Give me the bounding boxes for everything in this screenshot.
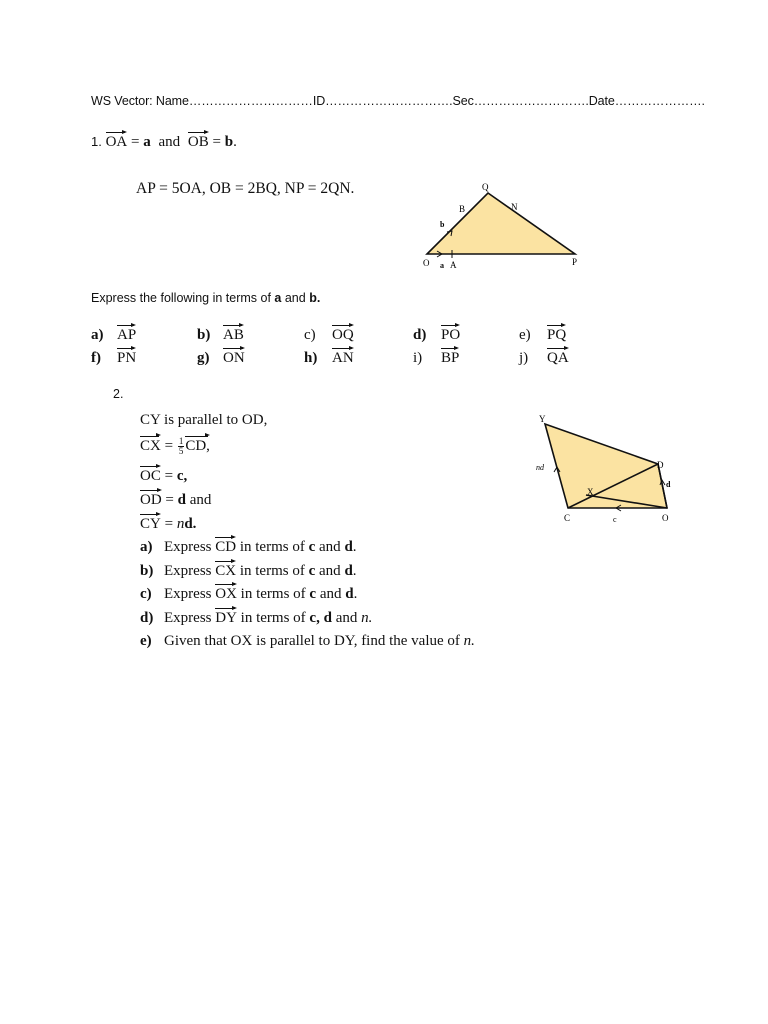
vector-pq: PQ — [547, 327, 567, 343]
vector-ob: OB — [187, 134, 209, 150]
q2-line-oc: OC = c, — [140, 468, 188, 484]
q1-part-b: b) AB — [197, 327, 244, 343]
q1-triangle-diagram — [415, 180, 585, 276]
label-b-small: b — [440, 220, 445, 229]
label-a-small: a — [440, 261, 444, 270]
instruction-a: a — [274, 291, 282, 305]
q2-part-d: d) Express DY in terms of c, d and n. — [140, 610, 373, 626]
q1-part-f: f) PN — [91, 350, 137, 366]
vector-cy: CY — [140, 516, 161, 532]
q2-part-a: a) Express CD in terms of c and d. — [140, 539, 357, 555]
label-X: X — [587, 487, 594, 497]
vector-cd: CD, — [185, 437, 210, 454]
q1-part-i: i) BP — [413, 350, 460, 366]
q1-part-d: d) PO — [413, 327, 461, 343]
and-word: and — [158, 134, 181, 150]
q1-part-j: j) QA — [519, 350, 569, 366]
q2-line-od: OD = d and — [140, 492, 212, 508]
q2-line-parallel: CY is parallel to OD, — [140, 412, 268, 428]
label-c-small: c — [613, 515, 617, 524]
vector-pn: PN — [117, 350, 137, 366]
vector-a-symbol: a — [143, 134, 151, 150]
label-Y: Y — [539, 414, 546, 424]
vector-cx-part-b: CX — [215, 563, 237, 579]
worksheet-header: WS Vector: Name…………………………ID………………………….Sec……………………….Date…………………. — [91, 94, 705, 108]
triangle-opq — [427, 193, 575, 254]
q1-part-g: g) ON — [197, 350, 245, 366]
q1-instruction — [91, 291, 320, 305]
label-A: A — [450, 260, 457, 270]
q1-parts-grid — [91, 327, 691, 377]
vector-an: AN — [332, 350, 354, 366]
instruction-b: b. — [309, 291, 321, 305]
label-o: O — [423, 258, 430, 268]
vector-ox-part-c: OX — [215, 586, 237, 602]
q2-part-e: e) Given that OX is parallel to DY, find the value of n. — [140, 633, 475, 649]
label-D: D — [657, 460, 664, 470]
label-N: N — [511, 202, 518, 212]
vector-od: OD — [140, 492, 162, 508]
vector-on: ON — [223, 350, 245, 366]
instruction-and: and — [281, 291, 310, 305]
label-nd: nd — [536, 463, 544, 472]
instruction-text: Express the following in terms of — [91, 291, 275, 305]
vector-b-symbol: b — [224, 134, 234, 150]
label-B: B — [459, 204, 466, 214]
q2-quadrilateral-diagram — [522, 410, 692, 530]
q1-part-a: a) AP — [91, 327, 137, 343]
q2-line-cy: CY = nd. — [140, 516, 197, 532]
vector-cx: CX — [140, 437, 161, 454]
vector-po: PO — [441, 327, 461, 343]
fraction-one-fifth: $\frac{1}{5}$ — [178, 436, 184, 456]
q2-number: 2. — [113, 387, 124, 401]
vector-cd-part-a: CD — [215, 539, 237, 555]
q1-part-h: h) AN — [304, 350, 354, 366]
vector-ap: AP — [117, 327, 137, 343]
vector-bp: BP — [441, 350, 460, 366]
vector-oc: OC — [140, 468, 161, 484]
q1-conditions: AP = 5OA, OB = 2BQ, NP = 2QN. — [136, 180, 355, 197]
label-P: P — [572, 257, 578, 267]
vector-oa: OA — [105, 134, 128, 150]
vector-oq: OQ — [332, 327, 354, 343]
vector-dy-part-d: DY — [215, 610, 237, 626]
q1-part-c: c) OQ — [304, 327, 354, 343]
label-C: C — [564, 513, 571, 523]
q2-line-cx: CX = $\frac{1}{5}$ CD, — [140, 436, 210, 456]
quadrilateral-ycod — [545, 424, 667, 508]
vector-qa: QA — [547, 350, 569, 366]
vector-ab: AB — [223, 327, 244, 343]
q1-part-e: e) PQ — [519, 327, 567, 343]
label-O: O — [662, 513, 669, 523]
q1-definition: 1. OA = a and OB = b. — [91, 134, 237, 150]
q2-part-c: c) Express OX in terms of c and d. — [140, 586, 358, 602]
q1-number: 1. — [91, 134, 102, 149]
label-d-small: d — [666, 480, 671, 489]
q2-givens — [140, 412, 540, 662]
label-Q: Q — [482, 182, 489, 192]
q2-part-b: b) Express CX in terms of c and d. — [140, 563, 357, 579]
